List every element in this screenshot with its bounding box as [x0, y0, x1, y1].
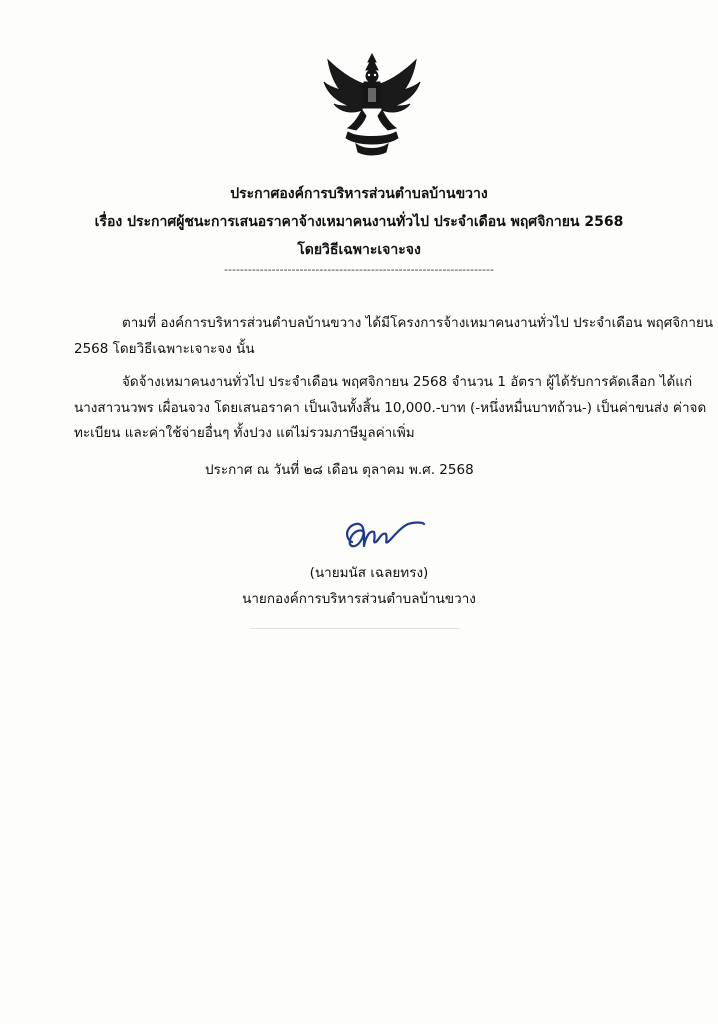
signer-title: นายกองค์การบริหารส่วนตำบลบ้านขวาง [242, 591, 476, 607]
signer-name: (นายมนัส เฉลยทรง) [309, 565, 429, 581]
faint-rule [250, 628, 460, 629]
document-method: โดยวิธีเฉพาะเจาะจง [297, 242, 421, 258]
document-subject: เรื่อง ประกาศผู้ชนะการเสนอราคาจ้างเหมาคนงานทั่วไป ประจำเดือน พฤศจิกายน 2568 [94, 214, 624, 230]
paragraph1-line1: ตามที่ องค์การบริหารส่วนตำบลบ้านขวาง ได้มีโครงการจ้างเหมาคนงานทั่วไป ประจำเดือน พฤศจิกายน [122, 315, 714, 331]
signature-icon [338, 512, 428, 557]
garuda-emblem-icon [318, 52, 426, 156]
paragraph2-line1: จัดจ้างเหมาคนงานทั่วไป ประจำเดือน พฤศจิกายน 2568 จำนวน 1 อัตรา ผู้ได้รับการคัดเลือก ได้แก่ [122, 374, 693, 390]
document-header-line1: ประกาศองค์การบริหารส่วนตำบลบ้านขวาง [230, 186, 488, 202]
paragraph2-line3: ทะเบียน และค่าใช้จ่ายอื่นๆ ทั้งปวง แต่ไม่รวมภาษีมูลค่าเพิ่ม [74, 425, 415, 441]
announcement-date: ประกาศ ณ วันที่ ๒๘ เดือน ตุลาคม พ.ศ. 2568 [205, 462, 474, 478]
paragraph1-line2: 2568 โดยวิธีเฉพาะเจาะจง นั้น [74, 341, 255, 357]
divider: -------------------------------------------------------------------- [224, 264, 494, 276]
paragraph2-line2: นางสาวนวพร เผื่อนจวง โดยเสนอราคา เป็นเงินทั้งสิ้น 10,000.-บาท (-หนึ่งหมื่นบาทถ้วน-) เป็นค่าขนส่ง ค่าจด [74, 400, 707, 416]
